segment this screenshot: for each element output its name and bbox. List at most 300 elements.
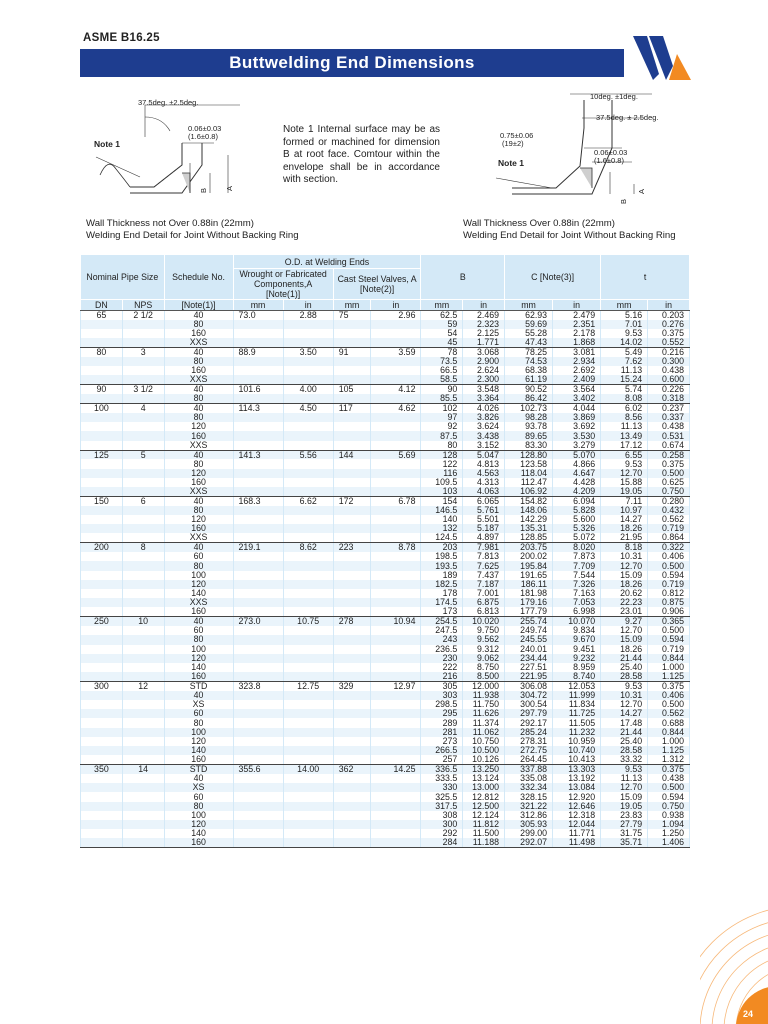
table-cell: 3.564 bbox=[553, 385, 601, 394]
table-cell bbox=[81, 672, 123, 681]
left-caption-line1: Wall Thickness not Over 0.88in (22mm) bbox=[86, 218, 254, 229]
table-cell: 182.5 bbox=[421, 580, 463, 589]
table-cell bbox=[283, 571, 333, 580]
left-note-label: Note 1 bbox=[94, 139, 120, 149]
table-cell: 284 bbox=[421, 838, 463, 847]
table-cell bbox=[81, 580, 123, 589]
table-cell bbox=[122, 728, 164, 737]
table-cell: 120 bbox=[164, 580, 233, 589]
table-cell bbox=[122, 431, 164, 440]
table-cell: 118.04 bbox=[505, 469, 553, 478]
table-cell: 181.98 bbox=[505, 589, 553, 598]
table-cell: 14.02 bbox=[601, 338, 648, 347]
table-row bbox=[81, 413, 690, 422]
table-cell: 191.65 bbox=[505, 571, 553, 580]
table-cell: 5.070 bbox=[553, 450, 601, 459]
table-cell bbox=[283, 672, 333, 681]
table-cell: 62.5 bbox=[421, 311, 463, 320]
table-cell: 0.375 bbox=[648, 682, 690, 691]
table-cell: 8.56 bbox=[601, 413, 648, 422]
table-cell bbox=[233, 645, 283, 654]
table-cell bbox=[333, 718, 371, 727]
table-cell bbox=[122, 478, 164, 487]
table-cell bbox=[122, 792, 164, 801]
table-cell: 9.53 bbox=[601, 765, 648, 774]
unit-header: in bbox=[371, 300, 421, 311]
table-cell bbox=[283, 829, 333, 838]
table-cell bbox=[283, 635, 333, 644]
table-cell bbox=[81, 718, 123, 727]
table-cell bbox=[283, 737, 333, 746]
table-cell bbox=[81, 357, 123, 366]
table-cell bbox=[122, 459, 164, 468]
table-cell: 2.900 bbox=[463, 357, 505, 366]
table-cell bbox=[371, 792, 421, 801]
table-row bbox=[81, 598, 690, 607]
table-cell: 123.58 bbox=[505, 459, 553, 468]
table-cell: 2.323 bbox=[463, 320, 505, 329]
table-cell: 65 bbox=[81, 311, 123, 320]
table-cell: 80 bbox=[421, 441, 463, 450]
table-cell bbox=[122, 329, 164, 338]
table-row bbox=[81, 663, 690, 672]
table-cell: 102 bbox=[421, 404, 463, 413]
table-cell bbox=[122, 561, 164, 570]
table-cell: 9.834 bbox=[553, 626, 601, 635]
table-cell bbox=[81, 700, 123, 709]
table-cell: 12.646 bbox=[553, 802, 601, 811]
table-cell bbox=[283, 700, 333, 709]
table-cell: 12.70 bbox=[601, 561, 648, 570]
table-cell: 0.500 bbox=[648, 626, 690, 635]
table-cell: XXS bbox=[164, 441, 233, 450]
table-cell: 289 bbox=[421, 718, 463, 727]
table-cell: 160 bbox=[164, 524, 233, 533]
table-cell bbox=[283, 552, 333, 561]
table-cell bbox=[233, 552, 283, 561]
table-cell: 193.5 bbox=[421, 561, 463, 570]
table-cell bbox=[81, 366, 123, 375]
unit-header: in bbox=[463, 300, 505, 311]
table-cell bbox=[333, 663, 371, 672]
table-cell: 0.531 bbox=[648, 431, 690, 440]
table-cell: 2.125 bbox=[463, 329, 505, 338]
table-cell: 9.232 bbox=[553, 654, 601, 663]
table-row bbox=[81, 654, 690, 663]
table-cell: 4.50 bbox=[283, 404, 333, 413]
table-cell: 13.250 bbox=[463, 765, 505, 774]
table-cell bbox=[371, 320, 421, 329]
table-cell: 3.402 bbox=[553, 394, 601, 403]
table-row bbox=[81, 792, 690, 801]
table-row bbox=[81, 385, 690, 394]
table-cell: 17.12 bbox=[601, 441, 648, 450]
table-cell bbox=[371, 838, 421, 847]
table-cell bbox=[283, 626, 333, 635]
table-cell: 13.303 bbox=[553, 765, 601, 774]
table-row bbox=[81, 338, 690, 347]
table-cell: 20.62 bbox=[601, 589, 648, 598]
table-cell bbox=[283, 441, 333, 450]
table-cell: 10.750 bbox=[463, 737, 505, 746]
table-cell: 10.97 bbox=[601, 506, 648, 515]
table-cell bbox=[81, 746, 123, 755]
table-cell bbox=[233, 654, 283, 663]
table-cell bbox=[122, 811, 164, 820]
table-cell bbox=[122, 700, 164, 709]
table-cell bbox=[283, 580, 333, 589]
table-cell: 7.981 bbox=[463, 543, 505, 552]
table-cell: 80 bbox=[164, 459, 233, 468]
table-cell: 5.326 bbox=[553, 524, 601, 533]
table-cell bbox=[333, 755, 371, 764]
left-root-dim-label: 0.06±0.03 bbox=[188, 124, 222, 133]
unit-header: mm bbox=[505, 300, 553, 311]
table-cell: 0.375 bbox=[648, 329, 690, 338]
table-cell: 177.79 bbox=[505, 607, 553, 616]
table-cell: 17.48 bbox=[601, 718, 648, 727]
table-cell: 298.5 bbox=[421, 700, 463, 709]
table-cell: 9.451 bbox=[553, 645, 601, 654]
table-cell: 98.28 bbox=[505, 413, 553, 422]
table-cell: 11.834 bbox=[553, 700, 601, 709]
table-cell: 0.300 bbox=[648, 357, 690, 366]
table-cell: 5.501 bbox=[463, 515, 505, 524]
table-cell bbox=[122, 626, 164, 635]
table-cell: 11.374 bbox=[463, 718, 505, 727]
table-cell bbox=[81, 811, 123, 820]
table-cell: 73.5 bbox=[421, 357, 463, 366]
table-cell: 203.75 bbox=[505, 543, 553, 552]
table-cell: 355.6 bbox=[233, 765, 283, 774]
table-cell bbox=[371, 746, 421, 755]
table-cell: 0.562 bbox=[648, 709, 690, 718]
table-cell bbox=[333, 645, 371, 654]
table-cell bbox=[233, 755, 283, 764]
table-cell: 336.5 bbox=[421, 765, 463, 774]
table-cell: 128 bbox=[421, 450, 463, 459]
table-cell: 3.624 bbox=[463, 422, 505, 431]
table-cell: 299.00 bbox=[505, 829, 553, 838]
table-cell: 11.13 bbox=[601, 366, 648, 375]
table-cell bbox=[371, 571, 421, 580]
table-cell: 100 bbox=[164, 728, 233, 737]
table-cell: 40 bbox=[164, 543, 233, 552]
table-cell: 73.0 bbox=[233, 311, 283, 320]
table-cell bbox=[333, 366, 371, 375]
table-cell: 4.866 bbox=[553, 459, 601, 468]
left-caption-line2: Welding End Detail for Joint Without Backing Ring bbox=[86, 229, 299, 241]
table-cell: 198.5 bbox=[421, 552, 463, 561]
table-cell: 285.24 bbox=[505, 728, 553, 737]
table-cell: 35.71 bbox=[601, 838, 648, 847]
table-cell: 272.75 bbox=[505, 746, 553, 755]
table-row bbox=[81, 626, 690, 635]
table-row bbox=[81, 838, 690, 847]
table-cell: 2.692 bbox=[553, 366, 601, 375]
table-cell bbox=[122, 506, 164, 515]
table-cell: 10.126 bbox=[463, 755, 505, 764]
table-cell: 90 bbox=[81, 385, 123, 394]
table-cell: 0.500 bbox=[648, 561, 690, 570]
table-cell: 40 bbox=[164, 450, 233, 459]
table-cell: 1.312 bbox=[648, 755, 690, 764]
table-cell bbox=[81, 654, 123, 663]
table-row bbox=[81, 552, 690, 561]
page-number: 24 bbox=[743, 1009, 754, 1019]
table-cell: 55.28 bbox=[505, 329, 553, 338]
right-land-mm-label: (19±2) bbox=[502, 139, 524, 148]
table-cell bbox=[333, 506, 371, 515]
table-cell: 100 bbox=[164, 811, 233, 820]
table-cell bbox=[81, 598, 123, 607]
right-land-label: 0.75±0.06 bbox=[500, 131, 534, 140]
table-cell: 172 bbox=[333, 496, 371, 505]
table-cell: 6.065 bbox=[463, 496, 505, 505]
table-row bbox=[81, 783, 690, 792]
table-cell bbox=[81, 820, 123, 829]
table-cell bbox=[283, 357, 333, 366]
page-title: Buttwelding End Dimensions bbox=[229, 53, 475, 72]
table-row bbox=[81, 478, 690, 487]
table-cell bbox=[81, 524, 123, 533]
table-cell: 0.432 bbox=[648, 506, 690, 515]
table-cell: 2.96 bbox=[371, 311, 421, 320]
table-cell: 80 bbox=[164, 413, 233, 422]
table-cell: 86.42 bbox=[505, 394, 553, 403]
table-cell bbox=[233, 718, 283, 727]
table-cell bbox=[371, 718, 421, 727]
table-cell bbox=[371, 811, 421, 820]
table-cell: 60 bbox=[164, 552, 233, 561]
table-cell: 140 bbox=[164, 746, 233, 755]
table-cell bbox=[233, 571, 283, 580]
table-cell: 12.70 bbox=[601, 626, 648, 635]
table-cell: 0.438 bbox=[648, 366, 690, 375]
table-cell: 9.062 bbox=[463, 654, 505, 663]
table-cell: 11.500 bbox=[463, 829, 505, 838]
table-row bbox=[81, 422, 690, 431]
table-cell bbox=[371, 357, 421, 366]
table-cell: 321.22 bbox=[505, 802, 553, 811]
table-cell bbox=[333, 533, 371, 542]
table-cell: 140 bbox=[164, 663, 233, 672]
table-cell: 2.934 bbox=[553, 357, 601, 366]
table-cell: 21.44 bbox=[601, 654, 648, 663]
table-cell bbox=[371, 774, 421, 783]
table-cell: 15.09 bbox=[601, 571, 648, 580]
table-cell bbox=[81, 607, 123, 616]
right-note-label: Note 1 bbox=[498, 158, 524, 168]
table-row bbox=[81, 320, 690, 329]
table-cell bbox=[333, 422, 371, 431]
table-cell: 0.594 bbox=[648, 571, 690, 580]
table-cell: 3.692 bbox=[553, 422, 601, 431]
table-cell: 3.068 bbox=[463, 348, 505, 357]
table-cell: 114.3 bbox=[233, 404, 283, 413]
table-cell: 150 bbox=[81, 496, 123, 505]
table-cell bbox=[122, 366, 164, 375]
table-cell: 25.40 bbox=[601, 663, 648, 672]
table-cell: 11.188 bbox=[463, 838, 505, 847]
table-cell bbox=[122, 802, 164, 811]
table-row bbox=[81, 580, 690, 589]
table-cell bbox=[122, 487, 164, 496]
table-cell bbox=[371, 607, 421, 616]
table-row bbox=[81, 533, 690, 542]
table-cell: 174.5 bbox=[421, 598, 463, 607]
table-cell bbox=[81, 635, 123, 644]
table-cell bbox=[122, 552, 164, 561]
table-cell: 80 bbox=[81, 348, 123, 357]
table-cell bbox=[371, 506, 421, 515]
table-cell: 3.548 bbox=[463, 385, 505, 394]
table-cell: 109.5 bbox=[421, 478, 463, 487]
table-cell bbox=[233, 533, 283, 542]
table-cell: 154 bbox=[421, 496, 463, 505]
table-cell: 140 bbox=[164, 589, 233, 598]
table-cell: 7.62 bbox=[601, 357, 648, 366]
table-cell: 0.500 bbox=[648, 700, 690, 709]
table-cell: 100 bbox=[81, 404, 123, 413]
table-cell: 0.438 bbox=[648, 774, 690, 783]
table-cell: 7.709 bbox=[553, 561, 601, 570]
table-cell bbox=[371, 700, 421, 709]
table-cell bbox=[371, 478, 421, 487]
table-row bbox=[81, 450, 690, 459]
table-cell bbox=[333, 709, 371, 718]
table-cell: XXS bbox=[164, 338, 233, 347]
table-cell bbox=[283, 533, 333, 542]
table-cell: 45 bbox=[421, 338, 463, 347]
table-cell: 12.318 bbox=[553, 811, 601, 820]
table-cell: XXS bbox=[164, 375, 233, 384]
table-cell: 106.92 bbox=[505, 487, 553, 496]
table-cell: 4.12 bbox=[371, 385, 421, 394]
table-row bbox=[81, 755, 690, 764]
left-root-dim-mm-label: (1.6±0.8) bbox=[188, 132, 218, 141]
table-cell: 13.49 bbox=[601, 431, 648, 440]
table-cell: 9.750 bbox=[463, 626, 505, 635]
table-cell: 243 bbox=[421, 635, 463, 644]
table-cell bbox=[283, 691, 333, 700]
table-cell: 78.25 bbox=[505, 348, 553, 357]
table-cell: 8 bbox=[122, 543, 164, 552]
table-cell bbox=[371, 533, 421, 542]
table-cell bbox=[122, 746, 164, 755]
left-angle-label: 37.5deg. ±2.5deg. bbox=[138, 98, 199, 107]
left-b-label: B bbox=[199, 187, 208, 193]
table-cell: 200 bbox=[81, 543, 123, 552]
table-cell bbox=[371, 691, 421, 700]
table-cell: 15.88 bbox=[601, 478, 648, 487]
unit-header: in bbox=[283, 300, 333, 311]
table-cell: 11.13 bbox=[601, 422, 648, 431]
table-cell bbox=[122, 441, 164, 450]
right-b-label: B bbox=[619, 198, 628, 204]
table-row bbox=[81, 394, 690, 403]
table-cell: 160 bbox=[164, 755, 233, 764]
table-cell bbox=[81, 737, 123, 746]
table-cell: 0.594 bbox=[648, 635, 690, 644]
table-cell bbox=[371, 654, 421, 663]
table-cell: 40 bbox=[164, 774, 233, 783]
table-cell: 14.25 bbox=[371, 765, 421, 774]
table-cell bbox=[233, 635, 283, 644]
right-caption-line2: Welding End Detail for Joint Without Backing Ring bbox=[463, 229, 676, 241]
table-cell bbox=[233, 811, 283, 820]
wrought-header: Wrought or Fabricated Components,A [Note(1)] bbox=[233, 269, 333, 300]
table-cell bbox=[371, 413, 421, 422]
table-cell: 6.998 bbox=[553, 607, 601, 616]
company-logo bbox=[633, 36, 693, 80]
table-cell bbox=[333, 413, 371, 422]
table-cell: 80 bbox=[164, 718, 233, 727]
table-cell bbox=[371, 589, 421, 598]
t-header: t bbox=[601, 255, 690, 300]
table-cell bbox=[283, 515, 333, 524]
table-cell: 3.279 bbox=[553, 441, 601, 450]
table-cell: 6.78 bbox=[371, 496, 421, 505]
table-cell: 4.897 bbox=[463, 533, 505, 542]
table-cell bbox=[81, 626, 123, 635]
table-cell: 18.26 bbox=[601, 580, 648, 589]
table-cell: 12.75 bbox=[283, 682, 333, 691]
table-row bbox=[81, 329, 690, 338]
table-cell bbox=[333, 607, 371, 616]
table-cell: 2 1/2 bbox=[122, 311, 164, 320]
table-cell: 120 bbox=[164, 820, 233, 829]
table-cell bbox=[81, 589, 123, 598]
table-cell: 0.625 bbox=[648, 478, 690, 487]
table-cell: 12.124 bbox=[463, 811, 505, 820]
table-cell bbox=[81, 320, 123, 329]
table-cell bbox=[233, 598, 283, 607]
table-cell: 0.280 bbox=[648, 496, 690, 505]
table-cell bbox=[283, 506, 333, 515]
table-cell: 247.5 bbox=[421, 626, 463, 635]
table-cell bbox=[371, 728, 421, 737]
table-cell: 4.62 bbox=[371, 404, 421, 413]
table-row bbox=[81, 589, 690, 598]
table-cell bbox=[371, 422, 421, 431]
table-cell bbox=[81, 802, 123, 811]
table-cell bbox=[333, 320, 371, 329]
table-cell bbox=[333, 792, 371, 801]
table-cell: 303 bbox=[421, 691, 463, 700]
table-cell: 8.18 bbox=[601, 543, 648, 552]
table-cell: 7.163 bbox=[553, 589, 601, 598]
table-cell: 12.812 bbox=[463, 792, 505, 801]
table-cell: 5.047 bbox=[463, 450, 505, 459]
table-row bbox=[81, 561, 690, 570]
table-cell bbox=[333, 811, 371, 820]
table-cell bbox=[81, 469, 123, 478]
right-a-label: A bbox=[637, 188, 646, 194]
table-cell bbox=[283, 718, 333, 727]
table-cell: 160 bbox=[164, 838, 233, 847]
table-cell bbox=[122, 709, 164, 718]
table-cell bbox=[122, 533, 164, 542]
table-cell bbox=[81, 691, 123, 700]
table-cell: 5.828 bbox=[553, 506, 601, 515]
table-cell bbox=[233, 783, 283, 792]
table-cell: XXS bbox=[164, 598, 233, 607]
weld-detail-right-diagram bbox=[492, 88, 662, 213]
table-cell: 141.3 bbox=[233, 450, 283, 459]
table-cell: 87.5 bbox=[421, 431, 463, 440]
table-cell: 15.09 bbox=[601, 635, 648, 644]
